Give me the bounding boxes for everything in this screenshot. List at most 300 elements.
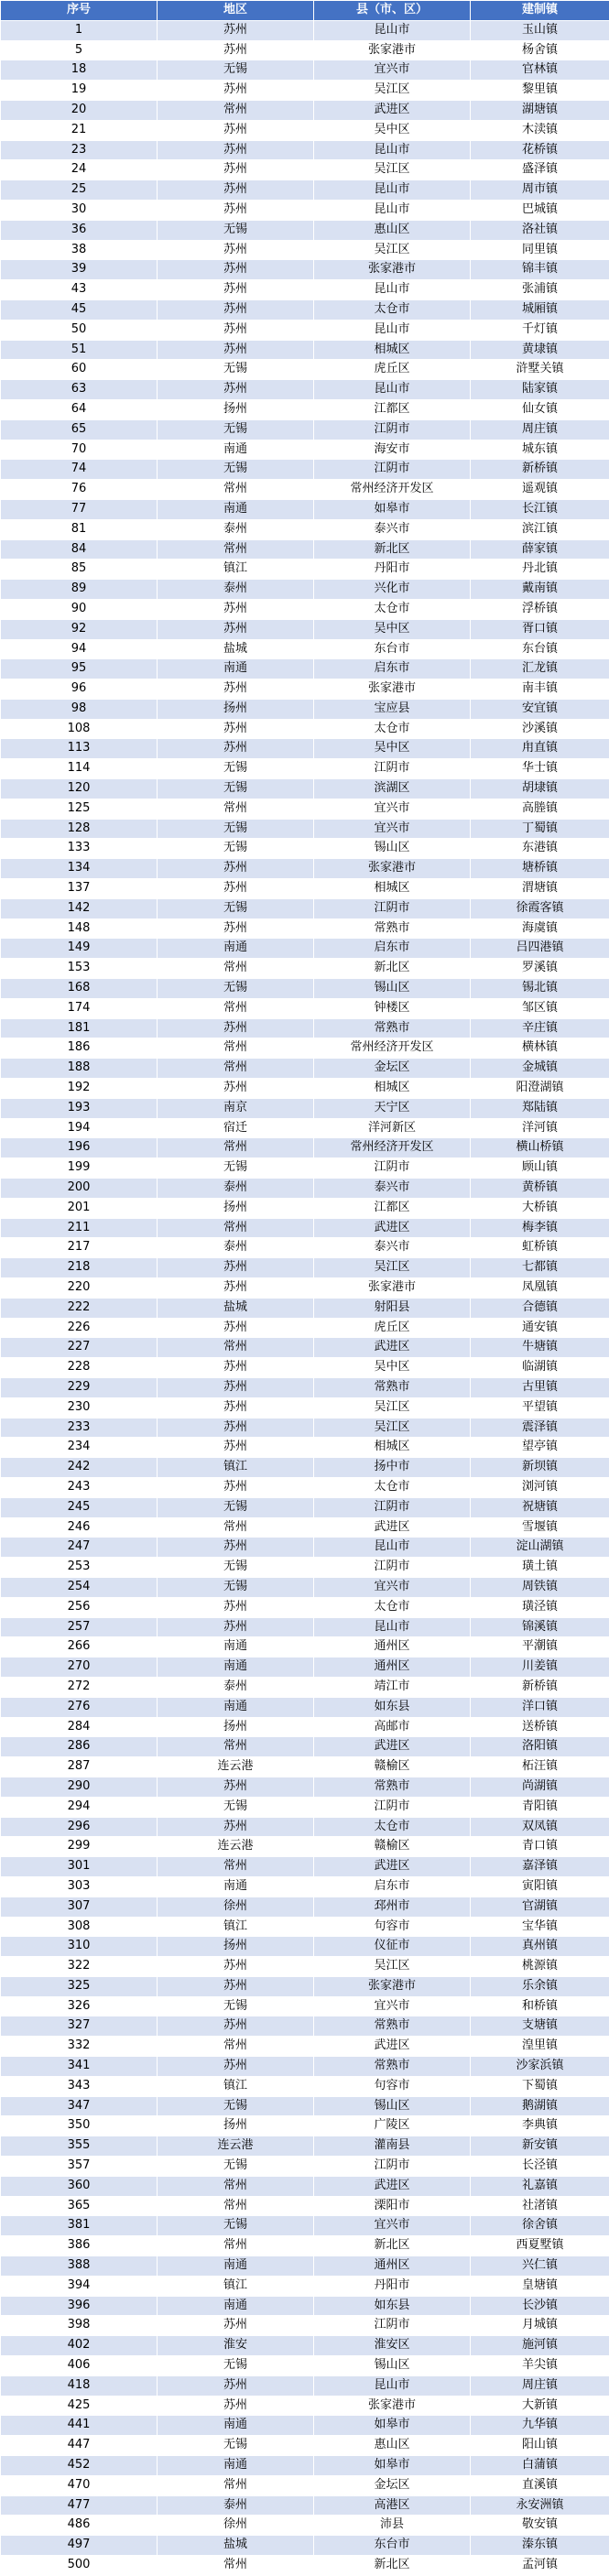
county-cell: 惠山区 — [314, 220, 471, 240]
region-cell: 常州 — [158, 2037, 314, 2057]
county-cell: 钟楼区 — [314, 998, 471, 1018]
table-row — [1, 180, 609, 201]
town-cell: 横林镇 — [471, 1038, 609, 1059]
town-cell: 九华镇 — [471, 2416, 609, 2436]
town-cell: 青阳镇 — [471, 1797, 609, 1817]
index-cell: 20 — [1, 100, 158, 120]
region-cell: 扬州 — [158, 1198, 314, 1218]
county-cell: 吴江区 — [314, 81, 471, 101]
town-cell: 丹北镇 — [471, 560, 609, 580]
county-cell: 海安市 — [314, 440, 471, 460]
index-cell: 470 — [1, 2475, 158, 2495]
region-cell: 苏州 — [158, 1418, 314, 1438]
county-cell: 高邮市 — [314, 1717, 471, 1737]
index-cell: 247 — [1, 1538, 158, 1558]
county-cell: 太仓市 — [314, 1597, 471, 1617]
county-cell: 锡山区 — [314, 2356, 471, 2376]
town-cell: 木渎镇 — [471, 120, 609, 140]
region-cell: 苏州 — [158, 1597, 314, 1617]
county-cell: 吴江区 — [314, 1418, 471, 1438]
county-cell: 广陵区 — [314, 2116, 471, 2136]
region-cell: 盐城 — [158, 1298, 314, 1318]
town-cell: 塘桥镇 — [471, 859, 609, 879]
table-row — [1, 1138, 609, 1158]
county-cell: 张家港市 — [314, 40, 471, 60]
index-cell: 148 — [1, 918, 158, 939]
county-cell: 吴中区 — [314, 619, 471, 639]
town-cell: 淀山湖镇 — [471, 1538, 609, 1558]
town-cell: 雪堰镇 — [471, 1517, 609, 1538]
region-cell: 南通 — [158, 440, 314, 460]
index-cell: 200 — [1, 1179, 158, 1199]
table-row — [1, 1617, 609, 1637]
region-cell: 苏州 — [158, 1617, 314, 1637]
county-cell: 武进区 — [314, 2176, 471, 2196]
town-cell: 嘉泽镇 — [471, 1857, 609, 1877]
town-cell: 合德镇 — [471, 1298, 609, 1318]
table-row — [1, 539, 609, 560]
region-cell: 常州 — [158, 2236, 314, 2256]
index-cell: 398 — [1, 2316, 158, 2336]
county-cell: 昆山市 — [314, 1538, 471, 1558]
town-cell: 官林镇 — [471, 60, 609, 81]
index-cell: 95 — [1, 659, 158, 679]
index-cell: 266 — [1, 1637, 158, 1658]
index-cell: 307 — [1, 1897, 158, 1917]
region-cell: 苏州 — [158, 1817, 314, 1837]
county-cell: 昆山市 — [314, 2375, 471, 2396]
table-row — [1, 380, 609, 400]
town-cell: 辛庄镇 — [471, 1018, 609, 1038]
county-cell: 高港区 — [314, 2495, 471, 2516]
table-row — [1, 2536, 609, 2556]
region-cell: 南通 — [158, 2296, 314, 2316]
table-row — [1, 2336, 609, 2356]
region-cell: 泰州 — [158, 519, 314, 539]
table-row — [1, 1597, 609, 1617]
table-row — [1, 1198, 609, 1218]
town-cell: 锡北镇 — [471, 979, 609, 999]
table-row — [1, 739, 609, 759]
index-cell: 222 — [1, 1298, 158, 1318]
county-cell: 如东县 — [314, 1697, 471, 1717]
index-cell: 201 — [1, 1198, 158, 1218]
index-cell: 114 — [1, 759, 158, 779]
county-cell: 武进区 — [314, 1737, 471, 1757]
region-cell: 南通 — [158, 1697, 314, 1717]
town-cell: 同里镇 — [471, 240, 609, 260]
table-row — [1, 1857, 609, 1877]
county-cell: 新北区 — [314, 2236, 471, 2256]
index-cell: 257 — [1, 1617, 158, 1637]
county-cell: 昆山市 — [314, 20, 471, 40]
town-cell: 陆家镇 — [471, 380, 609, 400]
county-cell: 昆山市 — [314, 380, 471, 400]
town-cell: 礼嘉镇 — [471, 2176, 609, 2196]
table-row — [1, 1717, 609, 1737]
county-cell: 宜兴市 — [314, 60, 471, 81]
town-cell: 邹区镇 — [471, 998, 609, 1018]
region-cell: 南通 — [158, 939, 314, 959]
region-cell: 苏州 — [158, 1079, 314, 1099]
table-row — [1, 1318, 609, 1338]
index-cell: 381 — [1, 2216, 158, 2236]
table-row — [1, 2136, 609, 2157]
table-row — [1, 2157, 609, 2177]
table-row — [1, 918, 609, 939]
region-cell: 无锡 — [158, 1558, 314, 1578]
region-cell: 扬州 — [158, 699, 314, 719]
county-cell: 江阴市 — [314, 759, 471, 779]
county-cell: 昆山市 — [314, 320, 471, 340]
county-cell: 虎丘区 — [314, 360, 471, 380]
county-cell: 如东县 — [314, 2296, 471, 2316]
region-cell: 苏州 — [158, 1777, 314, 1797]
county-cell: 新北区 — [314, 2556, 471, 2576]
index-cell: 50 — [1, 320, 158, 340]
town-cell: 长江镇 — [471, 499, 609, 519]
county-cell: 金坛区 — [314, 2475, 471, 2495]
county-cell: 如皋市 — [314, 2416, 471, 2436]
table-row — [1, 1218, 609, 1238]
town-cell: 梅李镇 — [471, 1218, 609, 1238]
region-cell: 苏州 — [158, 180, 314, 201]
town-cell: 巴城镇 — [471, 200, 609, 220]
region-cell: 苏州 — [158, 1018, 314, 1038]
table-row — [1, 1079, 609, 1099]
index-cell: 418 — [1, 2375, 158, 2396]
region-cell: 连云港 — [158, 2136, 314, 2157]
index-cell: 38 — [1, 240, 158, 260]
county-cell: 常州经济开发区 — [314, 1038, 471, 1059]
town-cell: 新安镇 — [471, 2136, 609, 2157]
table-row — [1, 1118, 609, 1138]
index-cell: 394 — [1, 2276, 158, 2296]
index-cell: 108 — [1, 719, 158, 739]
table-row — [1, 1258, 609, 1278]
region-cell: 泰州 — [158, 580, 314, 600]
town-cell: 洋口镇 — [471, 1697, 609, 1717]
county-cell: 武进区 — [314, 1857, 471, 1877]
town-cell: 临湖镇 — [471, 1358, 609, 1378]
region-cell: 常州 — [158, 2556, 314, 2576]
region-cell: 无锡 — [158, 2096, 314, 2116]
town-cell: 洛社镇 — [471, 220, 609, 240]
county-cell: 启东市 — [314, 939, 471, 959]
table-row — [1, 1837, 609, 1857]
index-cell: 45 — [1, 299, 158, 320]
county-cell: 太仓市 — [314, 1477, 471, 1497]
table-row — [1, 959, 609, 979]
index-cell: 89 — [1, 580, 158, 600]
town-cell: 宝华镇 — [471, 1917, 609, 1937]
table-row — [1, 1358, 609, 1378]
index-cell: 287 — [1, 1757, 158, 1777]
region-cell: 常州 — [158, 1059, 314, 1079]
region-cell: 无锡 — [158, 1577, 314, 1597]
town-cell: 胡埭镇 — [471, 779, 609, 799]
header-cell-town: 建制镇 — [471, 1, 609, 21]
table-row — [1, 1577, 609, 1597]
table-body — [1, 20, 609, 2575]
county-cell: 相城区 — [314, 1079, 471, 1099]
table-row — [1, 879, 609, 899]
table-row — [1, 1059, 609, 1079]
index-cell: 322 — [1, 1957, 158, 1977]
region-cell: 常州 — [158, 1038, 314, 1059]
town-cell: 薛家镇 — [471, 539, 609, 560]
index-cell: 153 — [1, 959, 158, 979]
header-cell-index: 序号 — [1, 1, 158, 21]
town-cell: 横山桥镇 — [471, 1138, 609, 1158]
table-row — [1, 2516, 609, 2536]
town-cell: 和桥镇 — [471, 1996, 609, 2016]
index-cell: 64 — [1, 399, 158, 419]
county-cell: 江阴市 — [314, 1497, 471, 1517]
index-cell: 217 — [1, 1238, 158, 1258]
region-cell: 苏州 — [158, 380, 314, 400]
region-cell: 无锡 — [158, 819, 314, 839]
town-cell: 施河镇 — [471, 2336, 609, 2356]
region-cell: 苏州 — [158, 20, 314, 40]
town-cell: 华士镇 — [471, 759, 609, 779]
region-cell: 苏州 — [158, 619, 314, 639]
town-cell: 高塍镇 — [471, 799, 609, 819]
index-cell: 98 — [1, 699, 158, 719]
town-cell: 社渚镇 — [471, 2196, 609, 2216]
town-cell: 真州镇 — [471, 1937, 609, 1957]
table-row — [1, 1517, 609, 1538]
table-row — [1, 2316, 609, 2336]
table-row — [1, 1976, 609, 1996]
table-row — [1, 340, 609, 360]
index-cell: 350 — [1, 2116, 158, 2136]
table-row — [1, 2556, 609, 2576]
town-cell: 月城镇 — [471, 2316, 609, 2336]
county-cell: 通州区 — [314, 1637, 471, 1658]
index-cell: 43 — [1, 280, 158, 300]
town-cell: 兴仁镇 — [471, 2256, 609, 2277]
town-cell: 郑陆镇 — [471, 1098, 609, 1118]
index-cell: 290 — [1, 1777, 158, 1797]
index-cell: 96 — [1, 679, 158, 700]
region-cell: 无锡 — [158, 460, 314, 480]
region-cell: 镇江 — [158, 1917, 314, 1937]
county-cell: 句容市 — [314, 1917, 471, 1937]
index-cell: 325 — [1, 1976, 158, 1996]
town-cell: 皇塘镇 — [471, 2276, 609, 2296]
region-cell: 苏州 — [158, 280, 314, 300]
table-row — [1, 2016, 609, 2037]
region-cell: 南通 — [158, 499, 314, 519]
table-row — [1, 360, 609, 380]
table-row — [1, 799, 609, 819]
town-cell: 滨江镇 — [471, 519, 609, 539]
town-cell: 寅阳镇 — [471, 1876, 609, 1897]
county-cell: 赣榆区 — [314, 1757, 471, 1777]
index-cell: 227 — [1, 1338, 158, 1358]
table-row — [1, 580, 609, 600]
town-cell: 震泽镇 — [471, 1418, 609, 1438]
table-row — [1, 819, 609, 839]
region-cell: 苏州 — [158, 2016, 314, 2037]
region-cell: 无锡 — [158, 1996, 314, 2016]
region-cell: 常州 — [158, 1857, 314, 1877]
town-cell: 黎里镇 — [471, 81, 609, 101]
index-cell: 199 — [1, 1158, 158, 1179]
index-cell: 425 — [1, 2396, 158, 2416]
table-row — [1, 939, 609, 959]
county-cell: 扬中市 — [314, 1458, 471, 1478]
table-row — [1, 1817, 609, 1837]
region-cell: 无锡 — [158, 2436, 314, 2456]
region-cell: 苏州 — [158, 1377, 314, 1397]
town-cell: 城厢镇 — [471, 299, 609, 320]
table-row — [1, 898, 609, 918]
county-cell: 常熟市 — [314, 2016, 471, 2037]
county-cell: 宜兴市 — [314, 1996, 471, 2016]
county-cell: 相城区 — [314, 879, 471, 899]
index-cell: 357 — [1, 2157, 158, 2177]
town-cell: 吕四港镇 — [471, 939, 609, 959]
region-cell: 无锡 — [158, 1797, 314, 1817]
county-cell: 天宁区 — [314, 1098, 471, 1118]
town-cell: 羊尖镇 — [471, 2356, 609, 2376]
table-row — [1, 998, 609, 1018]
region-cell: 常州 — [158, 1218, 314, 1238]
county-cell: 吴中区 — [314, 739, 471, 759]
index-cell: 253 — [1, 1558, 158, 1578]
county-cell: 太仓市 — [314, 1817, 471, 1837]
town-cell: 长沙镇 — [471, 2296, 609, 2316]
table-row — [1, 2436, 609, 2456]
table-row — [1, 519, 609, 539]
county-cell: 常熟市 — [314, 918, 471, 939]
town-cell: 金城镇 — [471, 1059, 609, 1079]
county-cell: 江阴市 — [314, 1158, 471, 1179]
region-cell: 连云港 — [158, 1837, 314, 1857]
table-row — [1, 100, 609, 120]
index-cell: 452 — [1, 2456, 158, 2476]
region-cell: 无锡 — [158, 220, 314, 240]
table-row — [1, 1876, 609, 1897]
county-cell: 武进区 — [314, 2037, 471, 2057]
region-cell: 常州 — [158, 2475, 314, 2495]
town-cell: 锦溪镇 — [471, 1617, 609, 1637]
index-cell: 23 — [1, 140, 158, 160]
table-row — [1, 1637, 609, 1658]
region-cell: 扬州 — [158, 1717, 314, 1737]
index-cell: 137 — [1, 879, 158, 899]
region-cell: 宿迁 — [158, 1118, 314, 1138]
county-cell: 江阴市 — [314, 2157, 471, 2177]
region-cell: 徐州 — [158, 1897, 314, 1917]
town-cell: 汇龙镇 — [471, 659, 609, 679]
town-cell: 胥口镇 — [471, 619, 609, 639]
index-cell: 296 — [1, 1817, 158, 1837]
table-row — [1, 280, 609, 300]
table-row — [1, 1677, 609, 1697]
index-cell: 360 — [1, 2176, 158, 2196]
table-row — [1, 859, 609, 879]
town-cell: 湟里镇 — [471, 2037, 609, 2057]
county-cell: 兴化市 — [314, 580, 471, 600]
table-row — [1, 499, 609, 519]
county-cell: 太仓市 — [314, 719, 471, 739]
region-cell: 无锡 — [158, 979, 314, 999]
table-row — [1, 2375, 609, 2396]
index-cell: 228 — [1, 1358, 158, 1378]
index-cell: 85 — [1, 560, 158, 580]
region-cell: 苏州 — [158, 299, 314, 320]
index-cell: 365 — [1, 2196, 158, 2216]
table-row — [1, 1777, 609, 1797]
region-cell: 常州 — [158, 1338, 314, 1358]
index-cell: 246 — [1, 1517, 158, 1538]
region-cell: 南通 — [158, 2256, 314, 2277]
county-cell: 张家港市 — [314, 260, 471, 280]
table-row — [1, 220, 609, 240]
region-cell: 苏州 — [158, 879, 314, 899]
county-cell: 张家港市 — [314, 679, 471, 700]
town-cell: 七都镇 — [471, 1258, 609, 1278]
county-cell: 新北区 — [314, 959, 471, 979]
header-cell-county: 县（市、区） — [314, 1, 471, 21]
region-cell: 常州 — [158, 799, 314, 819]
county-cell: 如皋市 — [314, 499, 471, 519]
county-cell: 常熟市 — [314, 1018, 471, 1038]
region-cell: 苏州 — [158, 320, 314, 340]
town-cell: 海虞镇 — [471, 918, 609, 939]
town-cell: 平望镇 — [471, 1397, 609, 1418]
table-row — [1, 1298, 609, 1318]
index-cell: 63 — [1, 380, 158, 400]
index-cell: 134 — [1, 859, 158, 879]
county-cell: 新北区 — [314, 539, 471, 560]
index-cell: 24 — [1, 160, 158, 180]
region-cell: 南通 — [158, 659, 314, 679]
town-cell: 东台镇 — [471, 639, 609, 659]
town-cell: 通安镇 — [471, 1318, 609, 1338]
region-cell: 常州 — [158, 2176, 314, 2196]
region-cell: 徐州 — [158, 2516, 314, 2536]
town-cell: 安宜镇 — [471, 699, 609, 719]
index-cell: 149 — [1, 939, 158, 959]
county-cell: 滨湖区 — [314, 779, 471, 799]
town-cell: 顾山镇 — [471, 1158, 609, 1179]
region-cell: 南通 — [158, 1637, 314, 1658]
table-row — [1, 460, 609, 480]
region-cell: 苏州 — [158, 739, 314, 759]
town-cell: 璜泾镇 — [471, 1597, 609, 1617]
town-cell: 洛阳镇 — [471, 1737, 609, 1757]
county-cell: 启东市 — [314, 659, 471, 679]
county-cell: 泰兴市 — [314, 1238, 471, 1258]
town-cell: 支塘镇 — [471, 2016, 609, 2037]
town-cell: 溱东镇 — [471, 2536, 609, 2556]
table-row — [1, 2416, 609, 2436]
table-row — [1, 1278, 609, 1299]
region-cell: 常州 — [158, 1737, 314, 1757]
index-cell: 192 — [1, 1079, 158, 1099]
region-cell: 扬州 — [158, 1937, 314, 1957]
region-cell: 苏州 — [158, 120, 314, 140]
table-row — [1, 2296, 609, 2316]
index-cell: 286 — [1, 1737, 158, 1757]
index-cell: 5 — [1, 40, 158, 60]
region-cell: 无锡 — [158, 60, 314, 81]
town-cell: 李典镇 — [471, 2116, 609, 2136]
